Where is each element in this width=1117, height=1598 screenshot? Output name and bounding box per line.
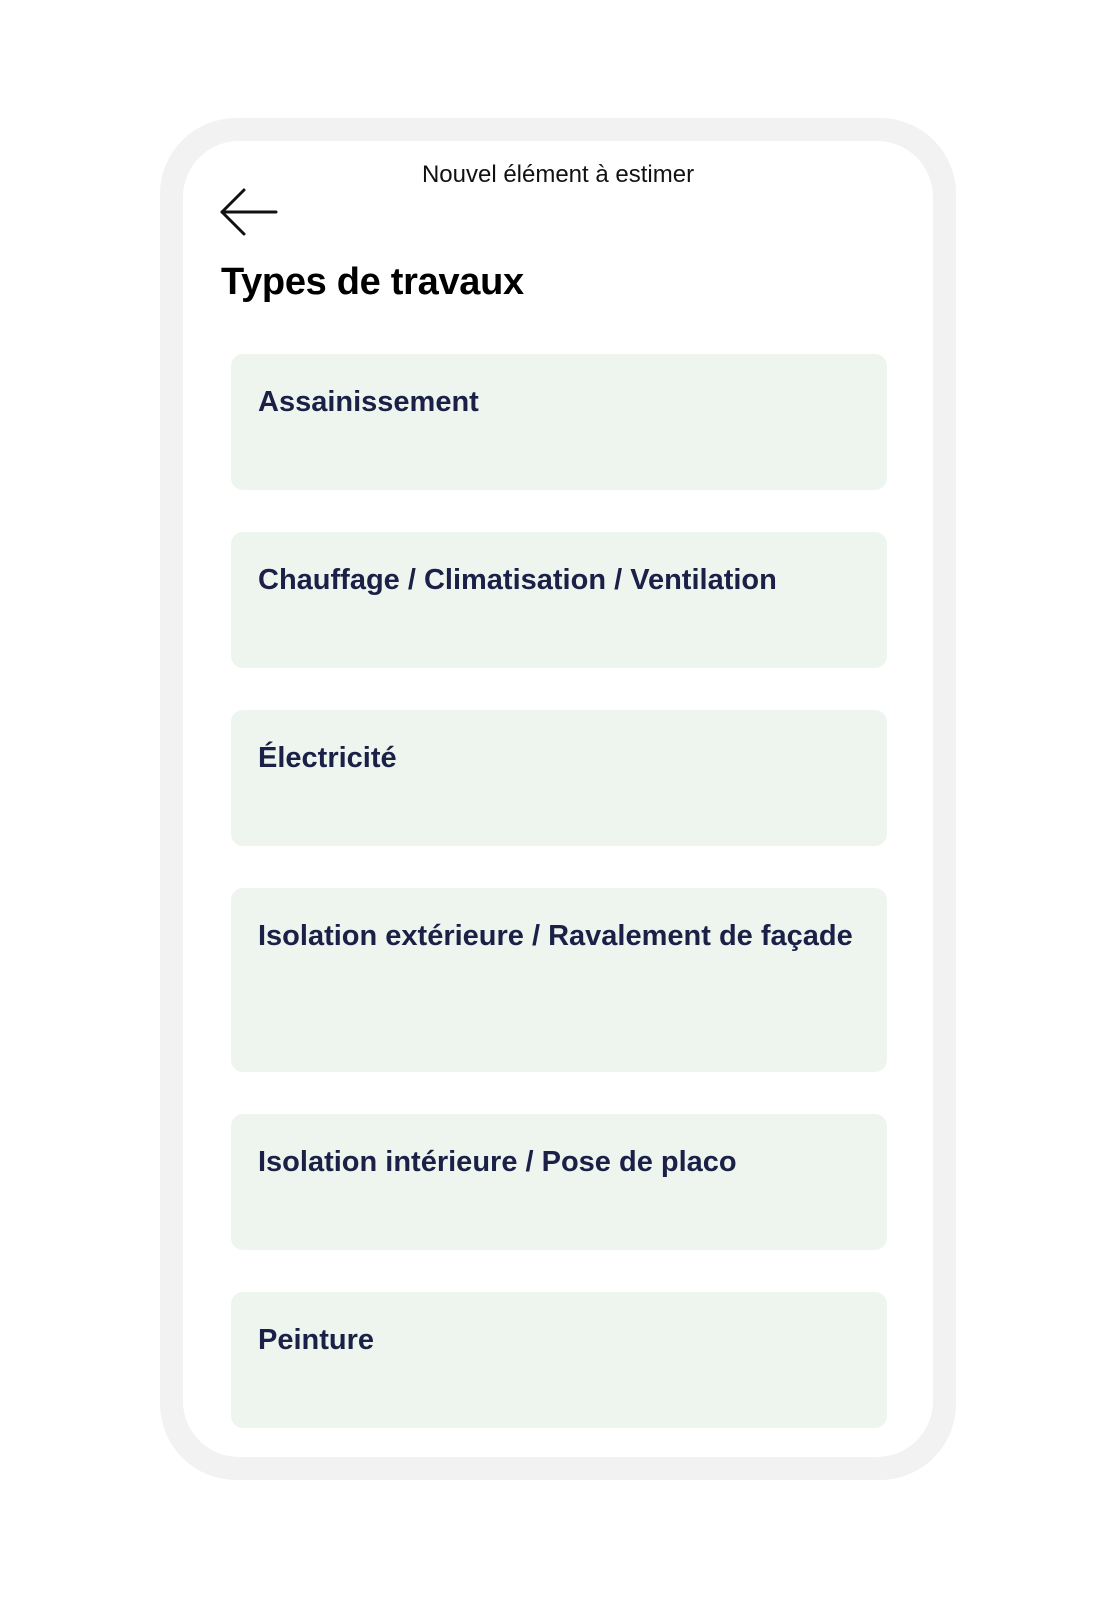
work-type-label: Isolation extérieure / Ravalement de façade bbox=[258, 920, 853, 952]
phone-frame bbox=[160, 118, 956, 1480]
work-type-label: Peinture bbox=[258, 1324, 375, 1356]
back-button[interactable] bbox=[215, 185, 281, 239]
work-type-label: Chauffage / Climatisation / Ventilation bbox=[258, 564, 777, 596]
work-type-card-electricite[interactable] bbox=[231, 710, 887, 846]
header-subtitle: Nouvel élément à estimer bbox=[421, 161, 695, 188]
work-type-card-peinture[interactable] bbox=[231, 1292, 887, 1428]
work-type-card-chauffage[interactable] bbox=[231, 532, 887, 668]
work-type-card-isolation-interieure[interactable] bbox=[231, 1114, 887, 1250]
work-type-card-assainissement[interactable] bbox=[231, 354, 887, 490]
arrow-left-icon bbox=[218, 187, 278, 237]
work-type-label: Assainissement bbox=[258, 386, 479, 418]
work-type-card-isolation-exterieure[interactable] bbox=[231, 888, 887, 1072]
app-screen bbox=[183, 141, 933, 1457]
work-types-list bbox=[231, 354, 887, 1457]
work-type-label: Électricité bbox=[258, 742, 397, 774]
work-type-label: Isolation intérieure / Pose de placo bbox=[258, 1146, 737, 1178]
page-title: Types de travaux bbox=[221, 261, 524, 303]
